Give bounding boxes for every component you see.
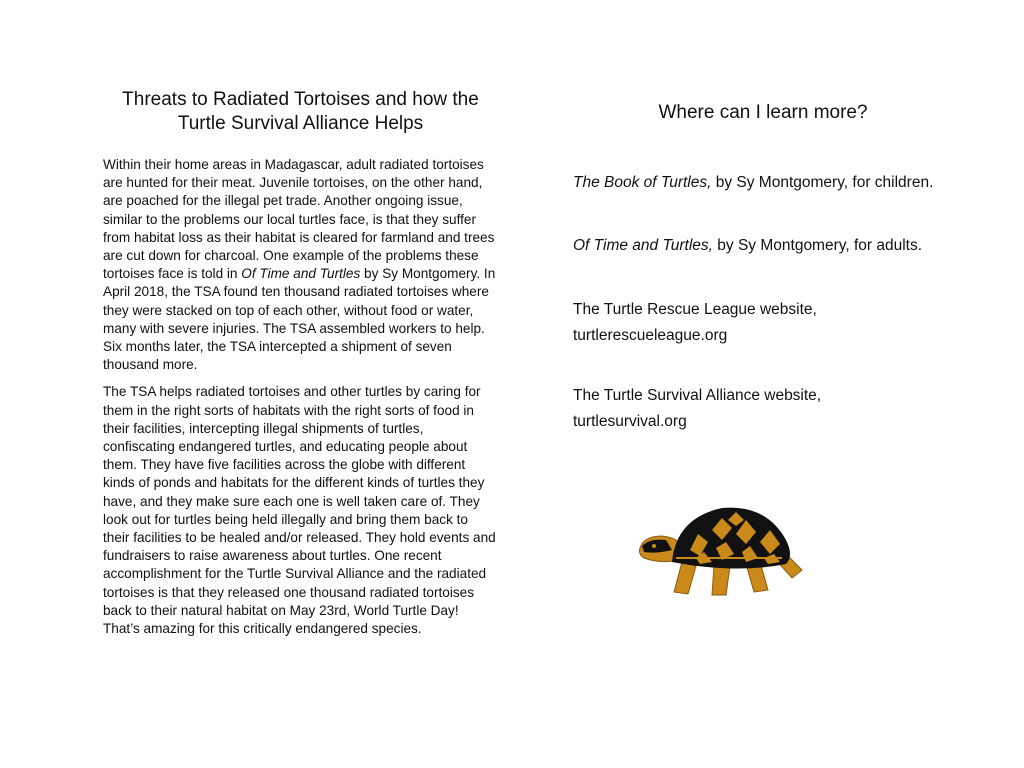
website-label: The Turtle Survival Alliance website, (573, 387, 822, 404)
threats-heading-line2: Turtle Survival Alliance Helps (177, 113, 424, 134)
website-url: turtlerescueleague.org (573, 327, 728, 344)
threats-paragraph (103, 156, 498, 374)
threats-heading (103, 88, 498, 136)
threats-text-end: by Sy Montgomery. In April 2018, the TSA found ten thousand radiated tortoises where they were stacked on top of each other, without food or water, many with severe injuries. The TSA assembled workers to help. Six months later, the TSA intercepted a shipment of seven thousand more. (103, 266, 496, 373)
threats-heading-line1: Threats to Radiated Tortoises and how the (122, 89, 479, 110)
threats-text-start: Within their home areas in Madagascar, adult radiated tortoises are hunted for their meat. Juvenile tortoises, on the other hand, are poached for the illegal pet trade. Another ongoing issue, similar to the problems our local turtles face, is that they suffer from habitat loss as their habitat is cleared for farmland and trees are cut down for charcoal. One example of the problems these tortoises face is told in (103, 157, 495, 282)
resource-book-of-turtles (573, 170, 933, 196)
book-title: The Book of Turtles, (573, 174, 712, 191)
book-description: by Sy Montgomery, for adults. (712, 237, 923, 254)
resource-of-time-and-turtles (573, 233, 922, 259)
tsa-help-paragraph: The TSA helps radiated tortoises and other turtles by caring for them in the right sorts of habitats with the right sorts of food in their facilities, intercepting illegal shipments of turtles, confiscating endangered turtles, and educating people about them. They have five facilities across the globe with different kinds of ponds and habitats for the different kinds of turtles they have, and they make sure each one is well taken care of. They look out for turtles being held illegally and bring them back to their facilities to be healed and/or released. They hold events and fundraisers to raise awareness about turtles. One recent accomplishment for the Turtle Survival Alliance and the radiated tortoises is that they released one thousand radiated tortoises back to their natural habitat on May 23rd, World Turtle Day! That’s amazing for this critically endangered species. (103, 384, 496, 637)
learn-more-heading: Where can I learn more? (658, 102, 868, 123)
book-reference: Of Time and Turtles (241, 266, 361, 282)
learn-more-section (573, 100, 963, 430)
website-url: turtlesurvival.org (573, 413, 687, 430)
resource-turtle-rescue-league (573, 297, 817, 349)
website-label: The Turtle Rescue League website, (573, 301, 817, 318)
resource-turtle-survival-alliance (573, 383, 821, 435)
book-description: by Sy Montgomery, for children. (711, 174, 934, 191)
book-title: Of Time and Turtles, (573, 237, 713, 254)
threats-section (103, 88, 498, 647)
tortoise-drawing-icon (636, 500, 806, 605)
